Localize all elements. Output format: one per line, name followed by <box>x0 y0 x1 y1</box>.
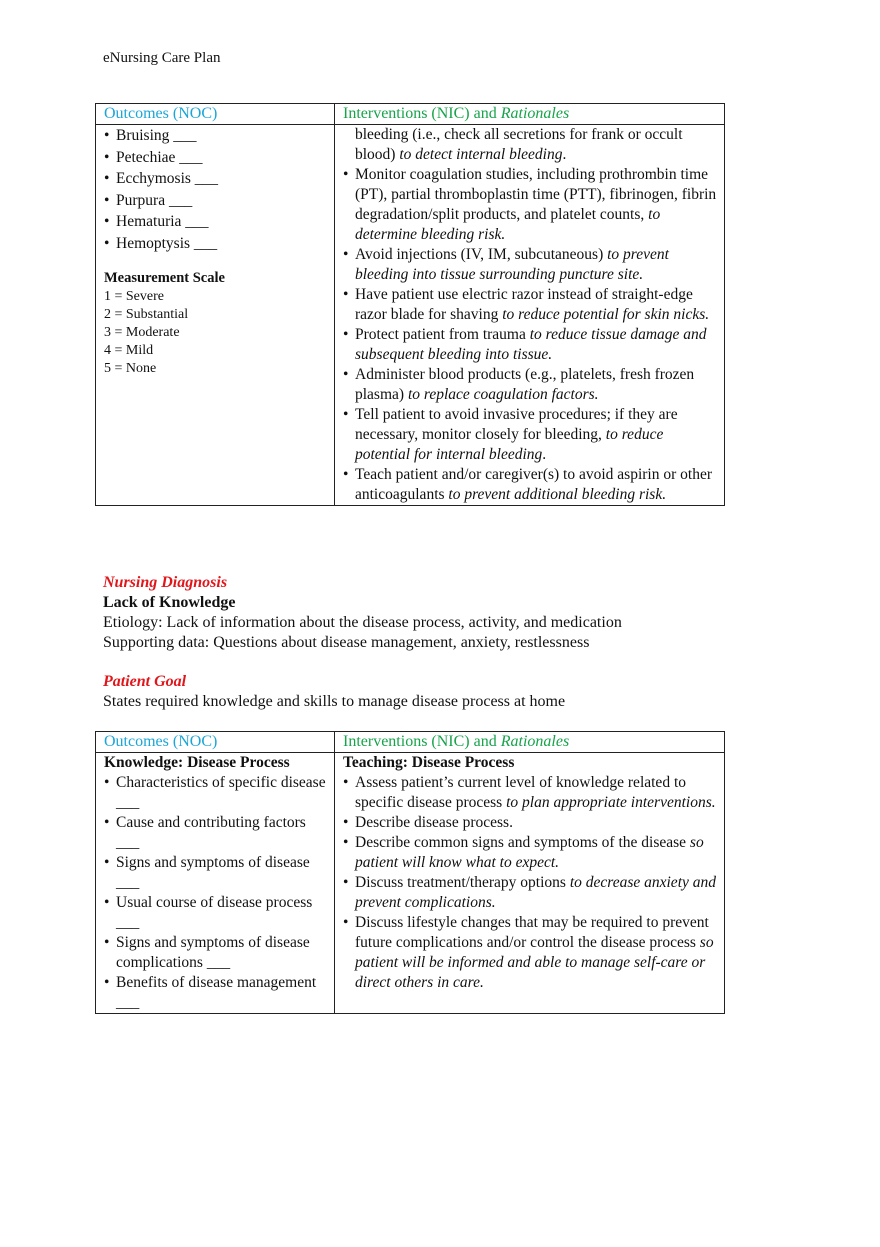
table-header-row <box>96 732 725 753</box>
outcomes-list <box>104 773 330 1013</box>
table-body-row <box>96 753 725 1014</box>
outcome-item: • Hemoptysis ___ <box>104 233 330 255</box>
table-body-row <box>96 125 725 506</box>
patient-goal-section <box>103 672 565 712</box>
interventions-cell <box>335 753 725 1014</box>
intervention-text: Teach patient and/or caregiver(s) to avoid aspirin or other anticoagulants <box>355 466 712 503</box>
outcome-item: • Cause and contributing factors ___ <box>104 813 330 853</box>
intervention-text: Discuss lifestyle changes that may be required to prevent future complications and/or control the disease process <box>355 914 709 951</box>
outcomes-cell <box>96 753 335 1014</box>
intervention-item <box>343 165 720 245</box>
diagnosis-name: Lack of Knowledge <box>103 594 236 611</box>
outcome-item: • Usual course of disease process ___ <box>104 893 330 933</box>
measurement-scale <box>104 288 330 378</box>
table-header-row <box>96 104 725 125</box>
rationales-label: Rationales <box>500 733 570 750</box>
intervention-text: Describe disease process. <box>355 814 513 831</box>
intervention-item <box>343 773 720 813</box>
intervention-end: . <box>542 446 547 463</box>
intervention-rationale: to determine bleeding risk. <box>355 206 661 243</box>
intervention-text: Tell patient to avoid invasive procedures; if they are necessary, monitor closely for bleeding, <box>355 406 678 443</box>
scale-line: 4 = Mild <box>104 343 154 358</box>
patient-goal-label: Patient Goal <box>103 673 187 690</box>
intervention-rationale: to detect internal bleeding <box>399 146 563 163</box>
intervention-item <box>343 833 720 873</box>
nursing-diagnosis-label: Nursing Diagnosis <box>103 574 228 591</box>
intervention-item <box>343 245 720 285</box>
scale-line: 2 = Substantial <box>104 307 189 322</box>
intervention-item <box>343 325 720 365</box>
outcomes-list <box>104 125 330 254</box>
outcome-item: • Petechiae ___ <box>104 147 330 169</box>
intervention-item <box>343 365 720 405</box>
scale-line: 5 = None <box>104 361 157 376</box>
care-plan-table-2 <box>95 731 725 1014</box>
intervention-text: Monitor coagulation studies, including prothrombin time (PT), partial thromboplastin time (PTT), fibrinogen, fibrin degradation/split products, and platelet counts, <box>355 166 717 223</box>
outcome-item: • Characteristics of specific disease ___ <box>104 773 330 813</box>
outcomes-cell <box>96 125 335 506</box>
intervention-text: Have patient use electric razor instead of straight-edge razor blade for shaving <box>355 286 693 323</box>
intervention-rationale: so patient will know what to expect. <box>355 834 704 871</box>
intervention-end: . <box>562 146 567 163</box>
interventions-header: Interventions (NIC) and Rationales <box>335 732 725 753</box>
diagnosis-supporting-data: Supporting data: Questions about disease management, anxiety, restlessness <box>103 634 590 651</box>
outcome-item: • Signs and symptoms of disease complications ___ <box>104 933 330 973</box>
intervention-rationale: to prevent bleeding into tissue surrounding puncture site. <box>355 246 669 283</box>
rationales-label: Rationales <box>500 105 570 122</box>
interventions-list <box>343 125 720 505</box>
intervention-rationale: to replace coagulation factors. <box>407 386 599 403</box>
scale-line: 3 = Moderate <box>104 325 180 340</box>
interventions-header: Interventions (NIC) and Rationales <box>335 104 725 125</box>
intervention-rationale: to reduce potential for skin nicks. <box>502 306 710 323</box>
outcome-item: • Bruising ___ <box>104 125 330 147</box>
interventions-title: Teaching: Disease Process <box>343 754 515 771</box>
measurement-scale-title: Measurement Scale <box>104 270 225 286</box>
intervention-text: Protect patient from trauma <box>355 326 530 343</box>
outcome-item: • Benefits of disease management ___ <box>104 973 330 1013</box>
intervention-rationale: to reduce tissue damage and subsequent bleeding into tissue. <box>355 326 707 363</box>
intervention-rationale: so patient will be informed and able to manage self-care or direct others in care. <box>355 934 714 991</box>
outcome-item: • Signs and symptoms of disease ___ <box>104 853 330 893</box>
interventions-list <box>343 773 720 993</box>
outcomes-title: Knowledge: Disease Process <box>104 754 290 771</box>
patient-goal-text: States required knowledge and skills to manage disease process at home <box>103 693 566 710</box>
interventions-cell <box>335 125 725 506</box>
intervention-item <box>343 913 720 993</box>
page-header: eNursing Care Plan <box>103 50 221 66</box>
intervention-item <box>343 405 720 465</box>
outcome-item: • Hematuria ___ <box>104 211 330 233</box>
intervention-item <box>343 125 720 165</box>
intervention-item <box>343 873 720 913</box>
intervention-text: Discuss treatment/therapy options <box>355 874 570 891</box>
intervention-text: Describe common signs and symptoms of the disease <box>355 834 690 851</box>
nursing-diagnosis-section <box>103 573 622 653</box>
intervention-rationale: to plan appropriate interventions. <box>506 794 716 811</box>
outcome-item: • Ecchymosis ___ <box>104 168 330 190</box>
outcomes-header: Outcomes (NOC) <box>96 732 335 753</box>
intervention-item <box>343 465 720 505</box>
intervention-item <box>343 813 720 833</box>
intervention-rationale: to decrease anxiety and prevent complications. <box>355 874 717 911</box>
intervention-text: Administer blood products (e.g., platelets, fresh frozen plasma) <box>355 366 695 403</box>
intervention-text: Assess patient’s current level of knowledge related to specific disease process <box>355 774 686 811</box>
intervention-text: Avoid injections (IV, IM, subcutaneous) <box>355 246 608 263</box>
care-plan-table-1 <box>95 103 725 506</box>
outcome-item: • Purpura ___ <box>104 190 330 212</box>
intervention-rationale: to reduce potential for internal bleeding <box>355 426 664 463</box>
outcomes-header: Outcomes (NOC) <box>96 104 335 125</box>
intervention-rationale: to prevent additional bleeding risk. <box>448 486 667 503</box>
intervention-item <box>343 285 720 325</box>
diagnosis-etiology: Etiology: Lack of information about the disease process, activity, and medication <box>103 614 622 631</box>
intervention-text: bleeding (i.e., check all secretions for frank or occult blood) <box>355 126 683 163</box>
scale-line: 1 = Severe <box>104 289 164 304</box>
